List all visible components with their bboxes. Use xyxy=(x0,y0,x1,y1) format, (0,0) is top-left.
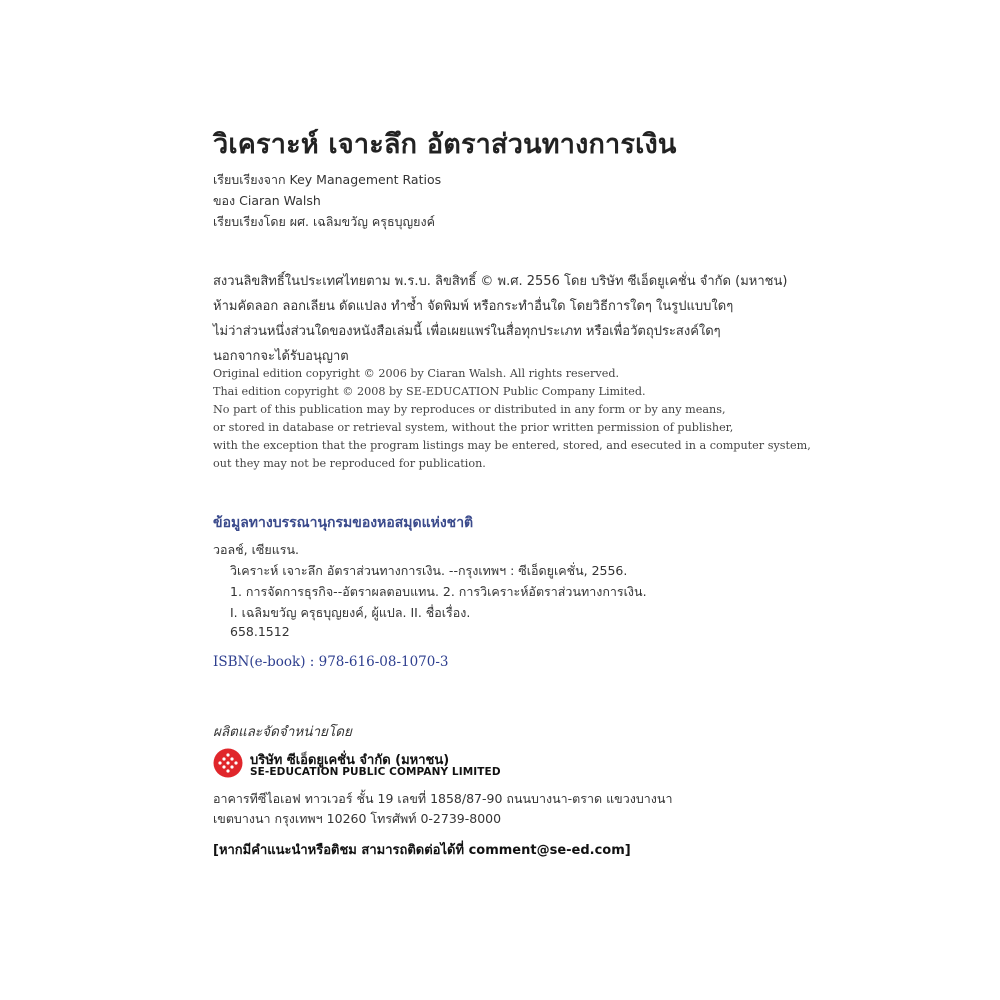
english-copyright-line: out they may not be reproduced for publication. xyxy=(213,457,486,470)
thai-copyright-line: สงวนลิขสิทธิ์ในประเทศไทยตาม พ.ร.บ. ลิขสิทธิ์ © พ.ศ. 2556 โดย บริษัท ซีเอ็ดยูเคชั่น จำกัด (มหาชน) xyxy=(213,274,788,289)
publisher-label: ผลิตและจัดจำหน่ายโดย xyxy=(213,724,352,740)
english-copyright-line: Thai edition copyright © 2008 by SE-EDUCATION Public Company Limited. xyxy=(213,385,646,398)
isbn: ISBN(e-book) : 978-616-08-1070-3 xyxy=(213,654,449,670)
publisher-name-english: SE-EDUCATION PUBLIC COMPANY LIMITED xyxy=(250,766,501,778)
contact-note: [หากมีคำแนะนำหรือติชม สามารถติดต่อได้ที่ comment@se-ed.com] xyxy=(213,843,631,858)
cip-classification: 658.1512 xyxy=(230,624,290,639)
original-author-line: ของ Ciaran Walsh xyxy=(213,193,321,208)
compiler-line: เรียบเรียงโดย ผศ. เฉลิมขวัญ ครุธบุญยงค์ xyxy=(213,214,435,229)
source-title-line: เรียบเรียงจาก Key Management Ratios xyxy=(213,172,442,187)
book-title: วิเคราะห์ เจาะลึก อัตราส่วนทางการเงิน xyxy=(213,129,677,160)
thai-copyright-line: ห้ามคัดลอก ลอกเลียน ดัดแปลง ทำซ้ำ จัดพิมพ์ หรือกระทำอื่นใด โดยวิธีการใดๆ ในรูปแบบใดๆ xyxy=(213,299,734,314)
cip-added-entries: I. เฉลิมขวัญ ครุธบุญยงค์, ผู้แปล. II. ชื่อเรื่อง. xyxy=(230,605,471,620)
english-copyright-line: with the exception that the program listings may be entered, stored, and esecuted in a computer system, xyxy=(213,439,811,452)
english-copyright-line: No part of this publication may by reproduces or distributed in any form or by any means, xyxy=(213,403,726,416)
cip-subjects: 1. การจัดการธุรกิจ--อัตราผลตอบแทน. 2. การวิเคราะห์อัตราส่วนทางการเงิน. xyxy=(230,584,647,599)
cip-author: วอลช์, เซียแรน. xyxy=(213,542,299,557)
se-ed-logo-icon xyxy=(213,748,243,778)
thai-copyright-line: ไม่ว่าส่วนหนึ่งส่วนใดของหนังสือเล่มนี้ เพื่อเผยแพร่ในสื่อทุกประเภท หรือเพื่อวัตถุประสงค์ใดๆ xyxy=(213,324,721,339)
cip-title: วิเคราะห์ เจาะลึก อัตราส่วนทางการเงิน. --กรุงเทพฯ : ซีเอ็ดยูเคชั่น, 2556. xyxy=(230,563,628,578)
publisher-name-thai: บริษัท ซีเอ็ดยูเคชั่น จำกัด (มหาชน) xyxy=(250,753,450,768)
english-copyright-line: Original edition copyright © 2006 by Ciaran Walsh. All rights reserved. xyxy=(213,367,620,380)
english-copyright-line: or stored in database or retrieval system, without the prior written permission of publisher, xyxy=(213,421,734,434)
publisher-address-line: อาคารทีซีไอเอฟ ทาวเวอร์ ชั้น 19 เลขที่ 1858/87-90 ถนนบางนา-ตราด แขวงบางนา xyxy=(213,791,673,806)
publisher-address-line: เขตบางนา กรุงเทพฯ 10260 โทรศัพท์ 0-2739-8000 xyxy=(213,811,502,826)
cip-heading: ข้อมูลทางบรรณานุกรมของหอสมุดแห่งชาติ xyxy=(213,515,474,531)
thai-copyright-line: นอกจากจะได้รับอนุญาต xyxy=(213,349,349,364)
